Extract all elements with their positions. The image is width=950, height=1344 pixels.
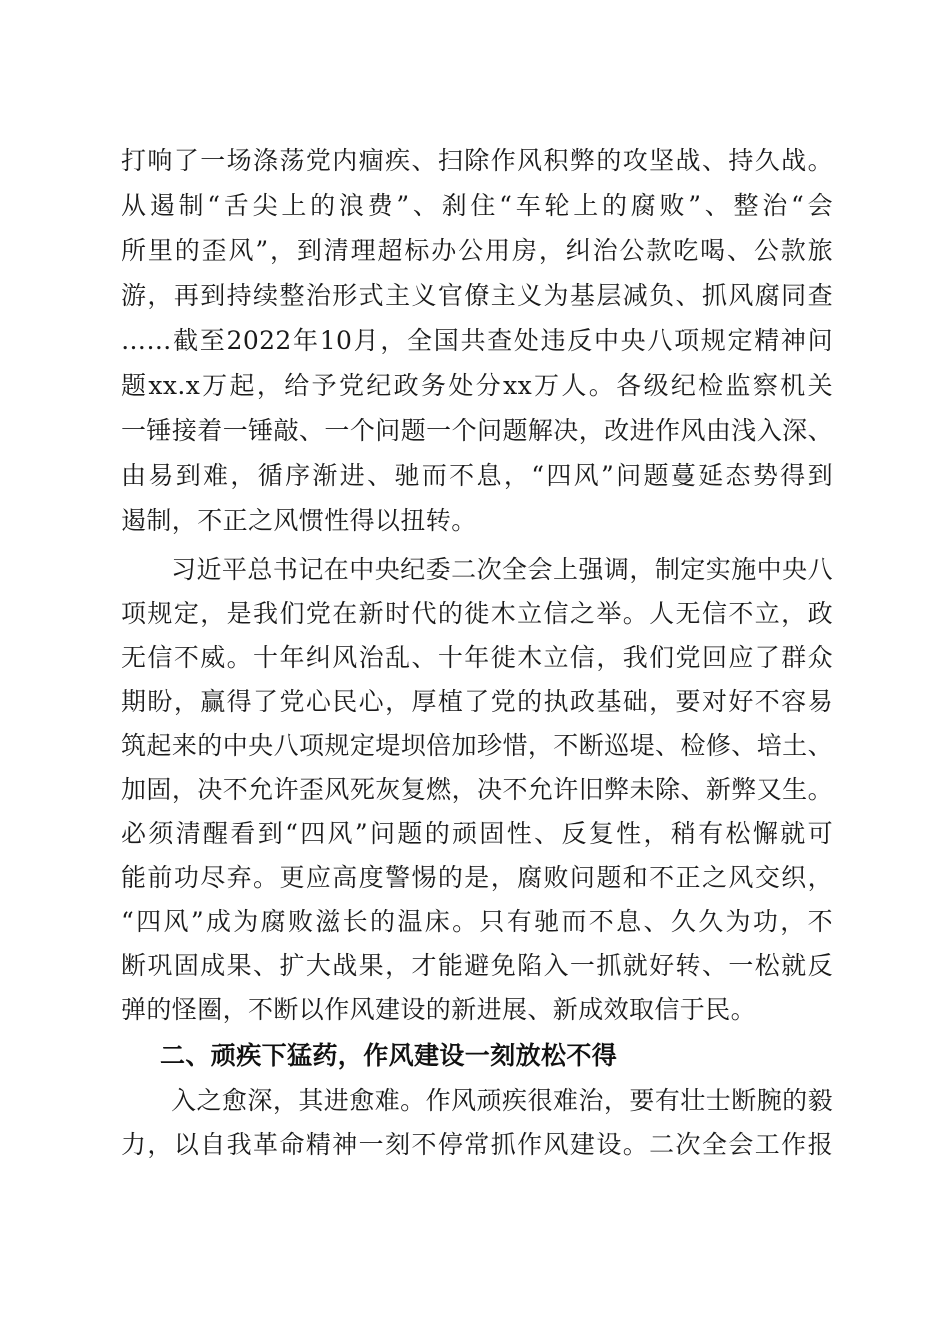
paragraph-2-line-4: 期盼，赢得了党心民心，厚植了党的执政基础，要对好不容易 (121, 687, 833, 716)
paragraph-2-line-5: 筑起来的中央八项规定堤坝倍加珍惜，不断巡堤、检修、培土、 (121, 731, 833, 760)
paragraph-2-line-11: 弹的怪圈，不断以作风建设的新进展、新成效取信于民。 (121, 995, 757, 1024)
paragraph-1-line-8: 由易到难，循序渐进、驰而不息，“四风”问题蔓延态势得到 (121, 461, 833, 490)
paragraph-1-line-7: 一锤接着一锤敲、一个问题一个问题解决，改进作风由浅入深、 (121, 416, 833, 445)
paragraph-2-line-1: 习近平总书记在中央纪委二次全会上强调，制定实施中央八 (171, 555, 833, 584)
paragraph-3-line-2: 力，以自我革命精神一刻不停常抓作风建设。二次全会工作报 (121, 1130, 833, 1159)
paragraph-2-line-3: 无信不威。十年纠风治乱、十年徙木立信，我们党回应了群众 (121, 643, 833, 672)
paragraph-1-line-2: 从遏制“舌尖上的浪费”、刹住“车轮上的腐败”、整治“会 (121, 191, 833, 220)
paragraph-1-line-9: 遏制，不正之风惯性得以扭转。 (121, 506, 477, 535)
paragraph-2-line-10: 断巩固成果、扩大战果，才能避免陷入一抓就好转、一松就反 (121, 951, 833, 980)
paragraph-1-line-6: 题xx.x万起，给予党纪政务处分xx万人。各级纪检监察机关 (121, 371, 833, 400)
paragraph-2-line-8: 能前功尽弃。更应高度警惕的是，腐败问题和不正之风交织， (121, 863, 833, 892)
paragraph-2-line-9: “四风”成为腐败滋长的温床。只有驰而不息、久久为功，不 (121, 907, 833, 936)
paragraph-2-line-7: 必须清醒看到“四风”问题的顽固性、反复性，稍有松懈就可 (121, 819, 833, 848)
paragraph-2-line-6: 加固，决不允许歪风死灰复燃，决不允许旧弊未除、新弊又生。 (121, 775, 833, 804)
paragraph-1-line-1: 打响了一场涤荡党内痼疾、扫除作风积弊的攻坚战、持久战。 (121, 146, 833, 175)
paragraph-1-line-5: ……截至2022年10月，全国共查处违反中央八项规定精神问 (121, 326, 833, 355)
paragraph-1-line-3: 所里的歪风”，到清理超标办公用房，纠治公款吃喝、公款旅 (121, 236, 833, 265)
paragraph-2-line-2: 项规定，是我们党在新时代的徙木立信之举。人无信不立，政 (121, 599, 833, 628)
paragraph-3-line-1: 入之愈深，其进愈难。作风顽疾很难治，要有壮士断腕的毅 (171, 1086, 833, 1115)
paragraph-1-line-4: 游，再到持续整治形式主义官僚主义为基层减负、抓风腐同查 (121, 281, 833, 310)
section-heading-2: 二、顽疾下猛药，作风建设一刻放松不得 (160, 1041, 618, 1070)
